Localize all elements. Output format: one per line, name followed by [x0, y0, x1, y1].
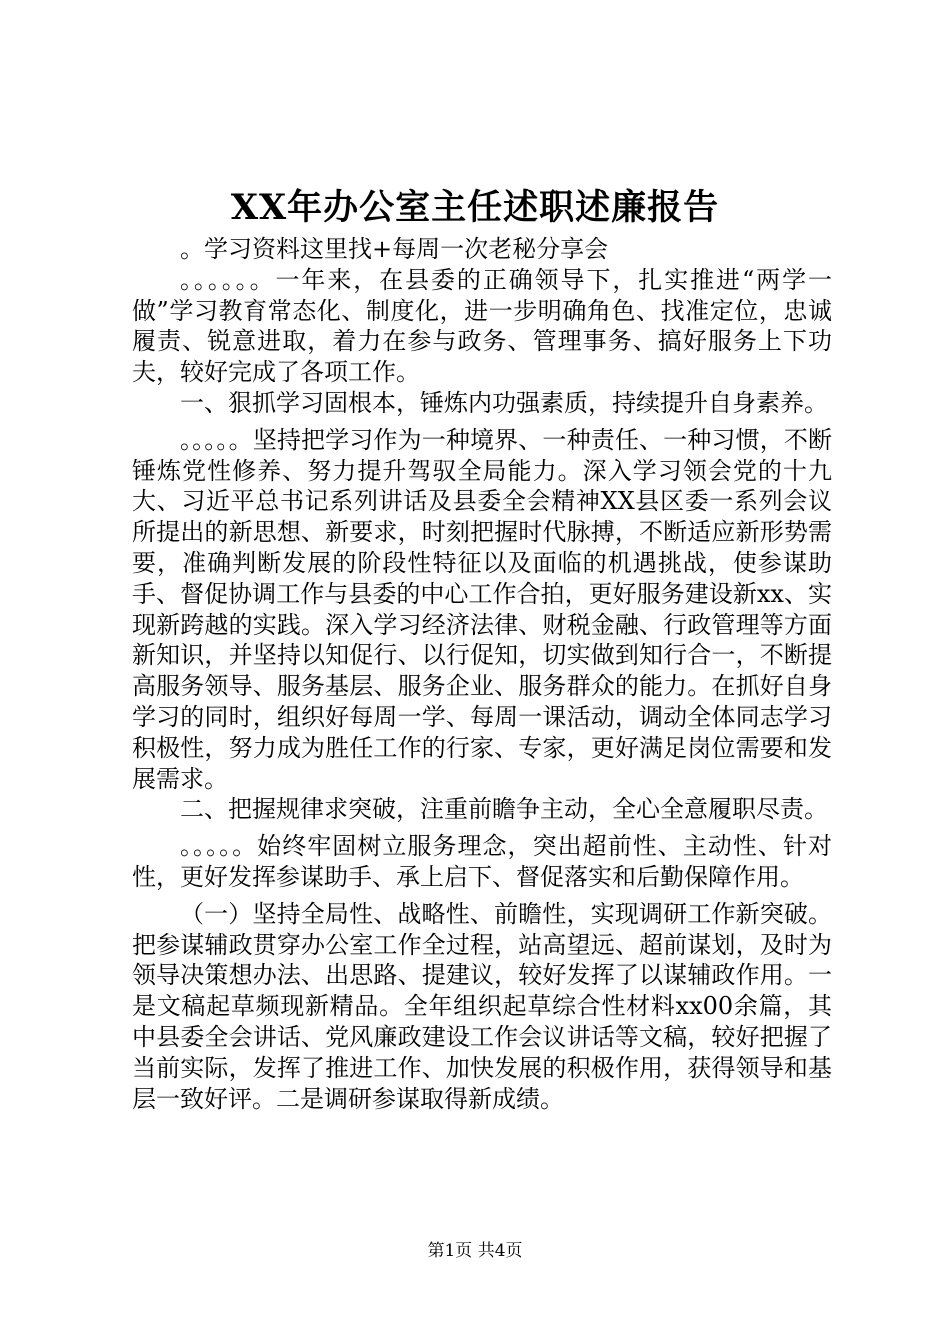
page-footer: 第1页 共4页 — [427, 1241, 523, 1261]
document-title: XX年办公室主任述职述廉报告 — [230, 187, 720, 228]
section-heading: 一、狠抓学习固根本，锤炼内功强素质，持续提升自身素养。 — [180, 388, 828, 417]
section-heading: 二、把握规律求突破，注重前瞻争主动，全心全意履职尽责。 — [180, 795, 828, 824]
paragraph: 。学习资料这里找+每周一次老秘分享会 — [180, 235, 609, 263]
paragraph: 。。。。。坚持把学习作为一种境界、一种责任、一种习惯，不断锤炼党性修养、努力提升驾驭全局能力。深入学习领会党的十九大、习近平总书记系列讲话及县委全会精神XX县区委一系列会议所提出的新思想、新要求，时刻把握时代脉搏，不断适应新形势需要，准确判断发展的阶段性特征以及面临的机遇挑战，使参谋助手、督促协调工作与县委的中心工作合拍，更好服务建设新xx、实现新跨越的实践。深入学习经济法律、财税金融、行政管理等方面新知识，并坚持以知促行、以行促知，切实做到知行合一，不断提高服务领导、服务基层、服务企业、服务群众的能力。在抓好自身学习的同时，组织好每周一学、每周一课活动，调动全体同志学习积极性，努力成为胜任工作的行家、专家，更好满足岗位需要和发展需求。 — [132, 425, 832, 793]
document-body — [132, 234, 832, 1114]
paragraph: 。。。。。始终牢固树立服务理念，突出超前性、主动性、针对性，更好发挥参谋助手、承上启下、督促落实和后勤保障作用。 — [132, 832, 832, 891]
paragraph: （一）坚持全局性、战略性、前瞻性，实现调研工作新突破。把参谋辅政贯穿办公室工作全过程，站高望远、超前谋划，及时为领导决策想办法、出思路、提建议，较好发挥了以谋辅政作用。一是文稿起草频现新精品。全年组织起草综合性材料xx00余篇，其中县委全会讲话、党风廉政建设工作会议讲话等文稿，较好把握了当前实际，发挥了推进工作、加快发展的积极作用，获得领导和基层一致好评。二是调研参谋取得新成绩。 — [132, 899, 832, 1113]
paragraph: 。。。。。。一年来，在县委的正确领导下，扎实推进“两学一做”学习教育常态化、制度化，进一步明确角色、找准定位，忠诚履责、锐意进取，着力在参与政务、管理事务、搞好服务上下功夫，较好完成了各项工作。 — [132, 265, 832, 387]
